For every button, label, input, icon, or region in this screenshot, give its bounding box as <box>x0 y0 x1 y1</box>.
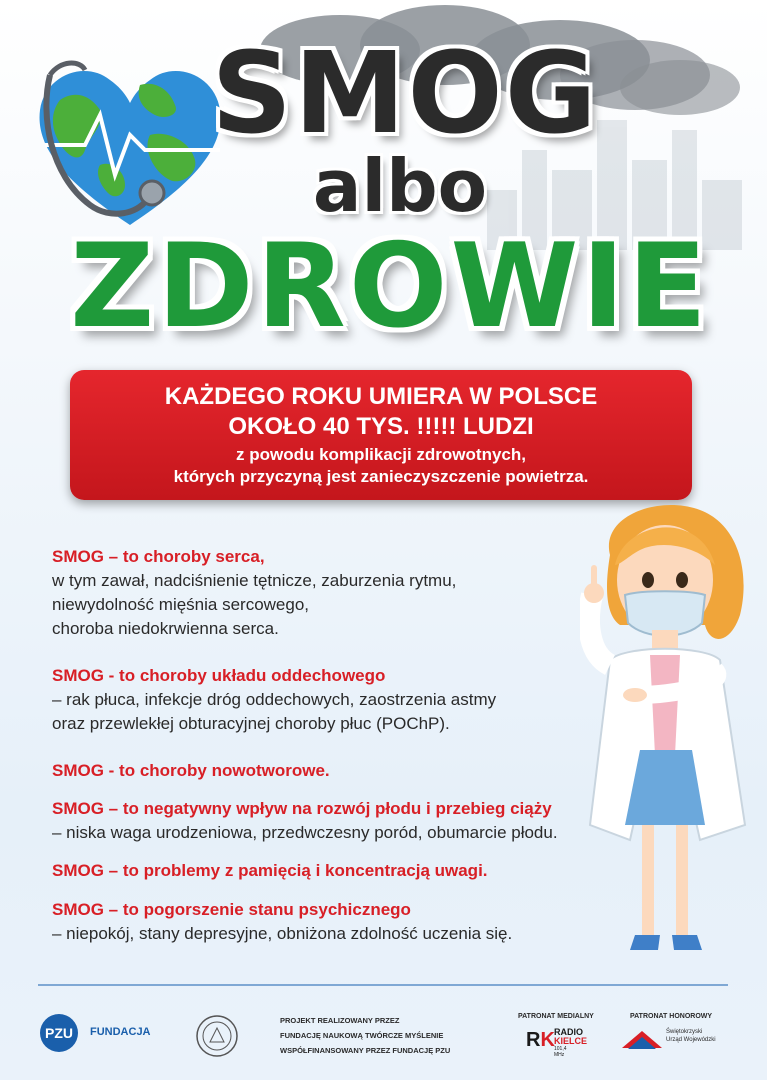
title-smog: SMOG <box>211 29 599 159</box>
radio-frequency: 101,4 MHz <box>554 1046 567 1058</box>
item-line: niewydolność mięśnia sercowego, <box>52 595 310 614</box>
title-zdrowie: ZDROWIE <box>70 219 710 354</box>
death-statistic-banner <box>70 370 692 500</box>
project-line-2: FUNDACJĘ NAUKOWĄ TWÓRCZE MYŚLENIE <box>280 1031 444 1040</box>
item-heading: SMOG – to negatywny wpływ na rozwój płodu i przebieg ciąży <box>52 799 552 818</box>
honor-line-1: Świętokrzyski <box>666 1029 703 1035</box>
item-line: w tym zawał, nadciśnienie tętnicze, zaburzenia rytmu, <box>52 571 457 590</box>
item-heart-disease <box>52 545 456 641</box>
project-line-3: WSPÓŁFINANSOWANY PRZEZ FUNDACJĘ PZU <box>280 1046 451 1055</box>
item-line: – rak płuca, infekcje dróg oddechowych, zaostrzenia astmy <box>52 690 497 709</box>
item-pregnancy <box>52 797 558 845</box>
item-heading: SMOG - to choroby nowotworowe. <box>52 761 330 780</box>
banner-line-1: KAŻDEGO ROKU UMIERA W POLSCE <box>164 383 598 410</box>
banner-line-3: z powodu komplikacji zdrowotnych, <box>236 445 526 464</box>
footer-divider <box>38 984 728 986</box>
item-line: oraz przewlekłej obturacyjnej choroby płuc (POChP). <box>52 714 450 733</box>
item-line: – niepokój, stany depresyjne, obniżona zdolność uczenia się. <box>52 924 513 943</box>
voivodeship-office-logo-icon <box>622 1028 662 1050</box>
item-heading: SMOG – to choroby serca, <box>52 547 265 566</box>
honor-line-2: Urząd Wojewódzki <box>666 1037 716 1043</box>
item-mental <box>52 898 512 946</box>
honor-patron-label: PATRONAT HONOROWY <box>630 1013 713 1020</box>
doctor-illustration <box>580 495 760 975</box>
foundation-seal-icon <box>195 1014 239 1058</box>
item-line: choroba niedokrwienna serca. <box>52 619 279 638</box>
item-heading: SMOG – to problemy z pamięcią i koncentracją uwagi. <box>52 861 488 880</box>
banner-line-4: których przyczyną jest zanieczyszczenie powietrza. <box>173 467 589 486</box>
radio-line-1: RADIO <box>554 1027 583 1037</box>
item-memory <box>52 859 488 883</box>
item-line: – niska waga urodzeniowa, przedwczesny poród, obumarcie płodu. <box>52 823 558 842</box>
pzu-logo-text: PZU <box>45 1025 73 1041</box>
item-heading: SMOG - to choroby układu oddechowego <box>52 666 386 685</box>
title-albo: albo <box>312 144 488 228</box>
radio-line-2: KIELCE <box>554 1036 588 1046</box>
project-line-1: PROJEKT REALIZOWANY PRZEZ <box>280 1016 400 1025</box>
banner-line-2: OKOŁO 40 TYS. !!!!! LUDZI <box>228 413 534 440</box>
honor-patron-name <box>666 1028 716 1044</box>
pzu-fundacja-label: FUNDACJA <box>90 1026 151 1038</box>
pzu-logo <box>40 1014 78 1052</box>
item-cancer <box>52 759 330 783</box>
item-heading: SMOG – to pogorszenie stanu psychicznego <box>52 900 411 919</box>
media-patron-label: PATRONAT MEDIALNY <box>518 1013 594 1020</box>
project-info <box>280 1013 450 1058</box>
item-respiratory <box>52 664 496 736</box>
